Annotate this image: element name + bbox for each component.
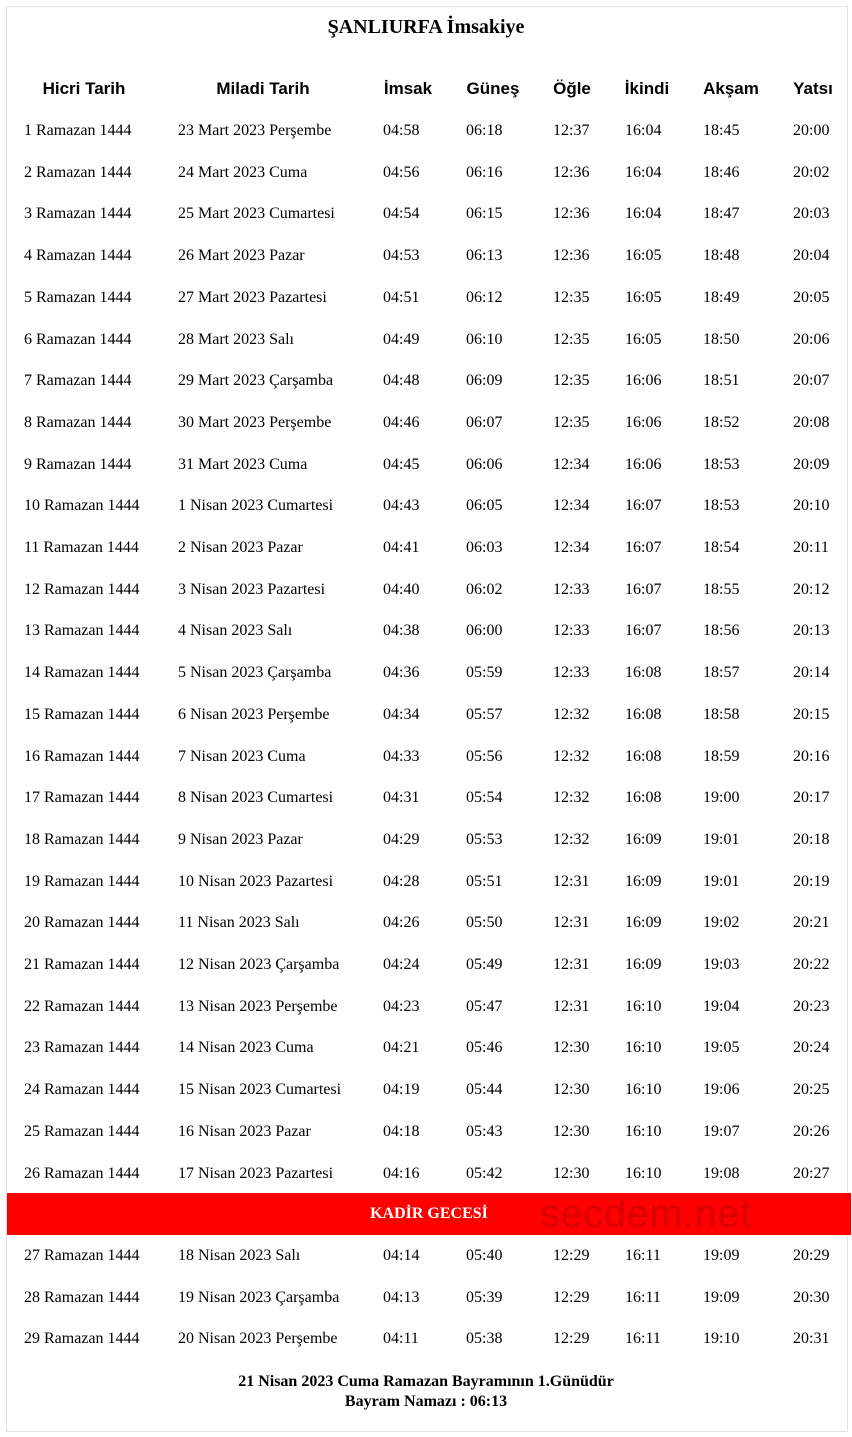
cell-aksam: 18:54 — [703, 539, 740, 556]
cell-imsak: 04:48 — [383, 372, 420, 390]
cell-miladi: 19 Nisan 2023 Çarşamba — [178, 1288, 340, 1306]
cell-ikindi: 16:10 — [625, 997, 662, 1015]
cell-miladi: 14 Nisan 2023 Cuma — [178, 1039, 314, 1057]
cell-ikindi: 16:07 — [625, 539, 662, 556]
cell-hicri: 10 Ramazan 1444 — [24, 497, 140, 515]
cell-miladi: 16 Nisan 2023 Pazar — [178, 1122, 311, 1140]
cell-imsak: 04:49 — [383, 330, 420, 348]
cell-yatsi: 20:18 — [793, 830, 830, 848]
table-row — [0, 1235, 852, 1277]
cell-aksam: 19:09 — [703, 1247, 740, 1264]
table-row — [0, 235, 852, 277]
table-row — [0, 1111, 852, 1153]
cell-ikindi: 16:07 — [625, 497, 662, 515]
cell-aksam: 18:56 — [703, 622, 740, 640]
cell-hicri: 29 Ramazan 1444 — [24, 1330, 140, 1348]
footer-bayram-date: 21 Nisan 2023 Cuma Ramazan Bayramının 1.Günüdür — [238, 1373, 614, 1390]
table-row — [0, 819, 852, 861]
cell-aksam: 18:59 — [703, 747, 740, 765]
table-header — [0, 68, 852, 110]
cell-yatsi: 20:15 — [793, 705, 830, 723]
table-row — [0, 193, 852, 235]
cell-ikindi: 16:05 — [625, 247, 662, 265]
cell-hicri: 3 Ramazan 1444 — [24, 205, 132, 223]
cell-imsak: 04:16 — [383, 1164, 420, 1182]
cell-miladi: 30 Mart 2023 Perşembe — [178, 413, 332, 431]
table-row — [0, 1277, 852, 1319]
cell-miladi: 6 Nisan 2023 Perşembe — [178, 705, 330, 723]
cell-hicri: 13 Ramazan 1444 — [24, 622, 140, 640]
cell-miladi: 26 Mart 2023 Pazar — [178, 247, 305, 265]
table-row — [0, 944, 852, 986]
table-row — [0, 360, 852, 402]
cell-hicri: 9 Ramazan 1444 — [24, 455, 132, 473]
cell-yatsi: 20:11 — [793, 539, 829, 556]
cell-gunes: 05:42 — [466, 1164, 503, 1182]
cell-yatsi: 20:22 — [793, 956, 830, 973]
cell-hicri: 25 Ramazan 1444 — [24, 1122, 140, 1140]
cell-hicri: 1 Ramazan 1444 — [24, 122, 132, 139]
cell-hicri: 12 Ramazan 1444 — [24, 580, 140, 598]
cell-ikindi: 16:09 — [625, 914, 662, 932]
table-row — [0, 1027, 852, 1069]
cell-yatsi: 20:31 — [793, 1330, 830, 1348]
cell-gunes: 05:59 — [466, 664, 503, 682]
cell-gunes: 05:46 — [466, 1039, 503, 1057]
cell-ogle: 12:35 — [553, 330, 590, 348]
cell-gunes: 06:18 — [466, 122, 503, 139]
cell-imsak: 04:53 — [383, 247, 420, 265]
cell-miladi: 7 Nisan 2023 Cuma — [178, 747, 306, 765]
cell-ikindi: 16:07 — [625, 622, 662, 640]
cell-ikindi: 16:11 — [625, 1247, 661, 1264]
cell-gunes: 05:51 — [466, 872, 503, 890]
cell-hicri: 4 Ramazan 1444 — [24, 247, 132, 265]
cell-miladi: 18 Nisan 2023 Salı — [178, 1247, 301, 1264]
cell-ikindi: 16:11 — [625, 1288, 661, 1306]
cell-ikindi: 16:10 — [625, 1122, 662, 1140]
table-row — [0, 610, 852, 652]
cell-yatsi: 20:00 — [793, 122, 830, 139]
cell-gunes: 06:05 — [466, 497, 503, 515]
cell-ikindi: 16:08 — [625, 664, 662, 682]
cell-miladi: 13 Nisan 2023 Perşembe — [178, 997, 338, 1015]
cell-yatsi: 20:16 — [793, 747, 830, 765]
cell-ogle: 12:33 — [553, 622, 590, 640]
table-row — [0, 402, 852, 444]
cell-ogle: 12:35 — [553, 372, 590, 390]
cell-imsak: 04:58 — [383, 122, 420, 139]
cell-aksam: 19:10 — [703, 1330, 740, 1348]
cell-hicri: 15 Ramazan 1444 — [24, 705, 140, 723]
cell-aksam: 19:03 — [703, 956, 740, 973]
cell-miladi: 23 Mart 2023 Perşembe — [178, 122, 332, 139]
cell-aksam: 19:05 — [703, 1039, 740, 1057]
cell-miladi: 15 Nisan 2023 Cumartesi — [178, 1081, 342, 1099]
cell-miladi: 8 Nisan 2023 Cumartesi — [178, 789, 334, 807]
cell-imsak: 04:31 — [383, 789, 420, 807]
kadir-gecesi-label: KADİR GECESİ — [370, 1205, 488, 1222]
table-row — [0, 527, 852, 569]
cell-hicri: 28 Ramazan 1444 — [24, 1288, 140, 1306]
cell-ikindi: 16:08 — [625, 705, 662, 723]
cell-imsak: 04:33 — [383, 747, 420, 765]
cell-ogle: 12:34 — [553, 455, 590, 473]
cell-yatsi: 20:13 — [793, 622, 830, 640]
cell-miladi: 12 Nisan 2023 Çarşamba — [178, 956, 340, 973]
header-gunes: Güneş — [466, 79, 520, 98]
cell-ikindi: 16:06 — [625, 455, 662, 473]
cell-aksam: 18:45 — [703, 122, 740, 139]
cell-hicri: 6 Ramazan 1444 — [24, 330, 132, 348]
cell-ikindi: 16:06 — [625, 413, 662, 431]
table-row — [0, 485, 852, 527]
cell-imsak: 04:56 — [383, 163, 420, 181]
cell-yatsi: 20:17 — [793, 789, 830, 807]
cell-imsak: 04:11 — [383, 1330, 419, 1348]
cell-gunes: 05:43 — [466, 1122, 503, 1140]
cell-aksam: 18:50 — [703, 330, 740, 348]
cell-yatsi: 20:21 — [793, 914, 830, 932]
cell-hicri: 27 Ramazan 1444 — [24, 1247, 140, 1264]
header-ogle: Öğle — [553, 79, 591, 98]
cell-aksam: 18:52 — [703, 413, 740, 431]
cell-aksam: 19:07 — [703, 1122, 740, 1140]
cell-yatsi: 20:06 — [793, 330, 830, 348]
cell-ikindi: 16:05 — [625, 288, 662, 306]
watermark: secdem.net — [540, 1191, 752, 1236]
cell-imsak: 04:29 — [383, 830, 420, 848]
cell-miladi: 11 Nisan 2023 Salı — [178, 914, 300, 932]
cell-imsak: 04:41 — [383, 539, 420, 556]
cell-imsak: 04:21 — [383, 1039, 420, 1057]
cell-ogle: 12:30 — [553, 1081, 590, 1099]
cell-ogle: 12:36 — [553, 163, 590, 181]
cell-gunes: 05:40 — [466, 1247, 503, 1264]
cell-aksam: 18:47 — [703, 205, 740, 223]
cell-ogle: 12:31 — [553, 997, 590, 1015]
cell-ogle: 12:32 — [553, 789, 590, 807]
cell-aksam: 18:48 — [703, 247, 740, 265]
table-row — [0, 777, 852, 819]
table-row — [0, 1153, 852, 1195]
cell-ikindi: 16:07 — [625, 580, 662, 598]
cell-aksam: 19:00 — [703, 789, 740, 807]
header-imsak: İmsak — [383, 79, 433, 98]
cell-imsak: 04:23 — [383, 997, 420, 1015]
cell-yatsi: 20:29 — [793, 1247, 830, 1264]
cell-aksam: 18:53 — [703, 455, 740, 473]
cell-aksam: 18:51 — [703, 372, 740, 390]
cell-miladi: 17 Nisan 2023 Pazartesi — [178, 1164, 334, 1182]
cell-hicri: 7 Ramazan 1444 — [24, 372, 132, 390]
cell-ogle: 12:35 — [553, 288, 590, 306]
table-row — [0, 694, 852, 736]
cell-ogle: 12:32 — [553, 705, 590, 723]
cell-gunes: 05:38 — [466, 1330, 503, 1348]
cell-aksam: 19:08 — [703, 1164, 740, 1182]
cell-miladi: 27 Mart 2023 Pazartesi — [178, 288, 327, 306]
cell-aksam: 18:58 — [703, 705, 740, 723]
cell-ikindi: 16:10 — [625, 1039, 662, 1057]
cell-ogle: 12:30 — [553, 1164, 590, 1182]
cell-aksam: 19:02 — [703, 914, 740, 932]
cell-aksam: 19:09 — [703, 1288, 740, 1306]
cell-aksam: 18:46 — [703, 163, 740, 181]
cell-yatsi: 20:26 — [793, 1122, 830, 1140]
cell-miladi: 2 Nisan 2023 Pazar — [178, 539, 303, 556]
cell-ikindi: 16:09 — [625, 872, 662, 890]
table-row — [0, 1318, 852, 1360]
table-row — [0, 110, 852, 152]
cell-ogle: 12:32 — [553, 747, 590, 765]
cell-yatsi: 20:25 — [793, 1081, 830, 1099]
cell-gunes: 06:02 — [466, 580, 503, 598]
cell-yatsi: 20:27 — [793, 1164, 830, 1182]
cell-yatsi: 20:14 — [793, 664, 830, 682]
cell-ikindi: 16:10 — [625, 1081, 662, 1099]
cell-ikindi: 16:11 — [625, 1330, 661, 1348]
cell-ikindi: 16:08 — [625, 747, 662, 765]
cell-hicri: 16 Ramazan 1444 — [24, 747, 140, 765]
cell-ogle: 12:31 — [553, 872, 590, 890]
cell-yatsi: 20:07 — [793, 372, 830, 390]
cell-ogle: 12:37 — [553, 122, 590, 139]
cell-gunes: 06:03 — [466, 539, 503, 556]
header-hicri: Hicri Tarih — [42, 79, 126, 98]
cell-ogle: 12:29 — [553, 1288, 590, 1306]
cell-hicri: 23 Ramazan 1444 — [24, 1039, 140, 1057]
cell-yatsi: 20:12 — [793, 580, 830, 598]
cell-ikindi: 16:10 — [625, 1164, 662, 1182]
cell-ogle: 12:35 — [553, 413, 590, 431]
cell-gunes: 06:06 — [466, 455, 503, 473]
cell-imsak: 04:54 — [383, 205, 420, 223]
cell-ikindi: 16:09 — [625, 956, 662, 973]
cell-aksam: 18:55 — [703, 580, 740, 598]
cell-ogle: 12:33 — [553, 664, 590, 682]
cell-ogle: 12:36 — [553, 205, 590, 223]
cell-aksam: 18:57 — [703, 664, 740, 682]
cell-ogle: 12:33 — [553, 580, 590, 598]
table-row — [0, 861, 852, 903]
cell-hicri: 14 Ramazan 1444 — [24, 664, 140, 682]
table-row — [0, 652, 852, 694]
cell-imsak: 04:19 — [383, 1081, 420, 1099]
cell-ogle: 12:30 — [553, 1122, 590, 1140]
cell-gunes: 06:09 — [466, 372, 503, 390]
cell-imsak: 04:46 — [383, 413, 420, 431]
cell-aksam: 19:04 — [703, 997, 740, 1015]
cell-yatsi: 20:09 — [793, 455, 830, 473]
cell-gunes: 05:44 — [466, 1081, 503, 1099]
cell-gunes: 05:39 — [466, 1288, 503, 1306]
cell-gunes: 06:13 — [466, 247, 503, 265]
table-row — [0, 277, 852, 319]
cell-hicri: 17 Ramazan 1444 — [24, 789, 140, 807]
cell-hicri: 22 Ramazan 1444 — [24, 997, 140, 1015]
cell-gunes: 05:47 — [466, 997, 503, 1015]
cell-ikindi: 16:05 — [625, 330, 662, 348]
cell-imsak: 04:45 — [383, 455, 420, 473]
table-row — [0, 736, 852, 778]
cell-aksam: 19:01 — [703, 872, 740, 890]
cell-gunes: 06:16 — [466, 163, 503, 181]
cell-ikindi: 16:09 — [625, 830, 662, 848]
cell-gunes: 05:53 — [466, 830, 503, 848]
cell-hicri: 2 Ramazan 1444 — [24, 163, 132, 181]
cell-gunes: 06:00 — [466, 622, 503, 640]
cell-ogle: 12:34 — [553, 497, 590, 515]
cell-ogle: 12:34 — [553, 539, 590, 556]
cell-miladi: 25 Mart 2023 Cumartesi — [178, 205, 335, 223]
cell-yatsi: 20:04 — [793, 247, 830, 265]
cell-imsak: 04:34 — [383, 705, 420, 723]
cell-imsak: 04:40 — [383, 580, 420, 598]
cell-gunes: 05:50 — [466, 914, 503, 932]
cell-imsak: 04:38 — [383, 622, 420, 640]
cell-imsak: 04:24 — [383, 956, 420, 973]
table-row — [0, 1069, 852, 1111]
cell-aksam: 19:01 — [703, 830, 740, 848]
cell-gunes: 06:15 — [466, 205, 503, 223]
cell-ikindi: 16:06 — [625, 372, 662, 390]
cell-gunes: 05:57 — [466, 705, 503, 723]
header-ikindi: İkindi — [624, 79, 670, 98]
cell-hicri: 21 Ramazan 1444 — [24, 956, 140, 973]
cell-miladi: 3 Nisan 2023 Pazartesi — [178, 580, 326, 598]
cell-hicri: 8 Ramazan 1444 — [24, 413, 132, 431]
cell-hicri: 26 Ramazan 1444 — [24, 1164, 140, 1182]
cell-ogle: 12:32 — [553, 830, 590, 848]
cell-ogle: 12:31 — [553, 914, 590, 932]
cell-ogle: 12:31 — [553, 956, 590, 973]
cell-yatsi: 20:30 — [793, 1288, 830, 1306]
table-row — [0, 444, 852, 486]
cell-imsak: 04:36 — [383, 664, 420, 682]
cell-yatsi: 20:02 — [793, 163, 830, 181]
footer-bayram-namazi: Bayram Namazı : 06:13 — [344, 1393, 508, 1410]
header-yatsi: Yatsı — [793, 79, 833, 98]
cell-miladi: 31 Mart 2023 Cuma — [178, 455, 308, 473]
page-title: ŞANLIURFA İmsakiye — [327, 16, 525, 38]
cell-gunes: 05:54 — [466, 789, 503, 807]
table-row — [0, 986, 852, 1028]
cell-miladi: 5 Nisan 2023 Çarşamba — [178, 664, 332, 682]
cell-gunes: 06:12 — [466, 288, 503, 306]
cell-hicri: 5 Ramazan 1444 — [24, 288, 132, 306]
cell-ogle: 12:30 — [553, 1039, 590, 1057]
cell-aksam: 18:49 — [703, 288, 740, 306]
cell-miladi: 28 Mart 2023 Salı — [178, 330, 294, 348]
cell-ogle: 12:29 — [553, 1247, 590, 1264]
header-miladi: Miladi Tarih — [216, 79, 310, 98]
cell-yatsi: 20:24 — [793, 1039, 830, 1057]
cell-gunes: 05:56 — [466, 747, 503, 765]
cell-yatsi: 20:23 — [793, 997, 830, 1015]
table-row — [0, 569, 852, 611]
cell-imsak: 04:14 — [383, 1247, 420, 1264]
cell-aksam: 19:06 — [703, 1081, 740, 1099]
cell-yatsi: 20:19 — [793, 872, 830, 890]
cell-hicri: 24 Ramazan 1444 — [24, 1081, 140, 1099]
cell-miladi: 10 Nisan 2023 Pazartesi — [178, 872, 334, 890]
cell-ikindi: 16:08 — [625, 789, 662, 807]
cell-yatsi: 20:05 — [793, 288, 830, 306]
table-row — [0, 902, 852, 944]
cell-aksam: 18:53 — [703, 497, 740, 515]
cell-miladi: 9 Nisan 2023 Pazar — [178, 830, 303, 848]
cell-ikindi: 16:04 — [625, 205, 662, 223]
cell-ogle: 12:29 — [553, 1330, 590, 1348]
cell-hicri: 11 Ramazan 1444 — [24, 539, 139, 556]
cell-gunes: 05:49 — [466, 956, 503, 973]
cell-miladi: 4 Nisan 2023 Salı — [178, 622, 293, 640]
cell-yatsi: 20:10 — [793, 497, 830, 515]
cell-imsak: 04:51 — [383, 288, 420, 306]
cell-imsak: 04:13 — [383, 1288, 420, 1306]
cell-miladi: 1 Nisan 2023 Cumartesi — [178, 497, 334, 515]
cell-imsak: 04:18 — [383, 1122, 420, 1140]
cell-miladi: 20 Nisan 2023 Perşembe — [178, 1330, 338, 1348]
table-row — [0, 152, 852, 194]
cell-gunes: 06:07 — [466, 413, 503, 431]
cell-ikindi: 16:04 — [625, 122, 662, 139]
cell-imsak: 04:28 — [383, 872, 420, 890]
cell-hicri: 20 Ramazan 1444 — [24, 914, 140, 932]
cell-hicri: 18 Ramazan 1444 — [24, 830, 140, 848]
cell-ikindi: 16:04 — [625, 163, 662, 181]
cell-hicri: 19 Ramazan 1444 — [24, 872, 140, 890]
cell-miladi: 29 Mart 2023 Çarşamba — [178, 372, 334, 390]
cell-imsak: 04:26 — [383, 914, 420, 932]
header-aksam: Akşam — [703, 79, 759, 98]
cell-gunes: 06:10 — [466, 330, 503, 348]
cell-yatsi: 20:03 — [793, 205, 830, 223]
cell-imsak: 04:43 — [383, 497, 420, 515]
table-row — [0, 319, 852, 361]
cell-miladi: 24 Mart 2023 Cuma — [178, 163, 308, 181]
cell-ogle: 12:36 — [553, 247, 590, 265]
cell-yatsi: 20:08 — [793, 413, 830, 431]
